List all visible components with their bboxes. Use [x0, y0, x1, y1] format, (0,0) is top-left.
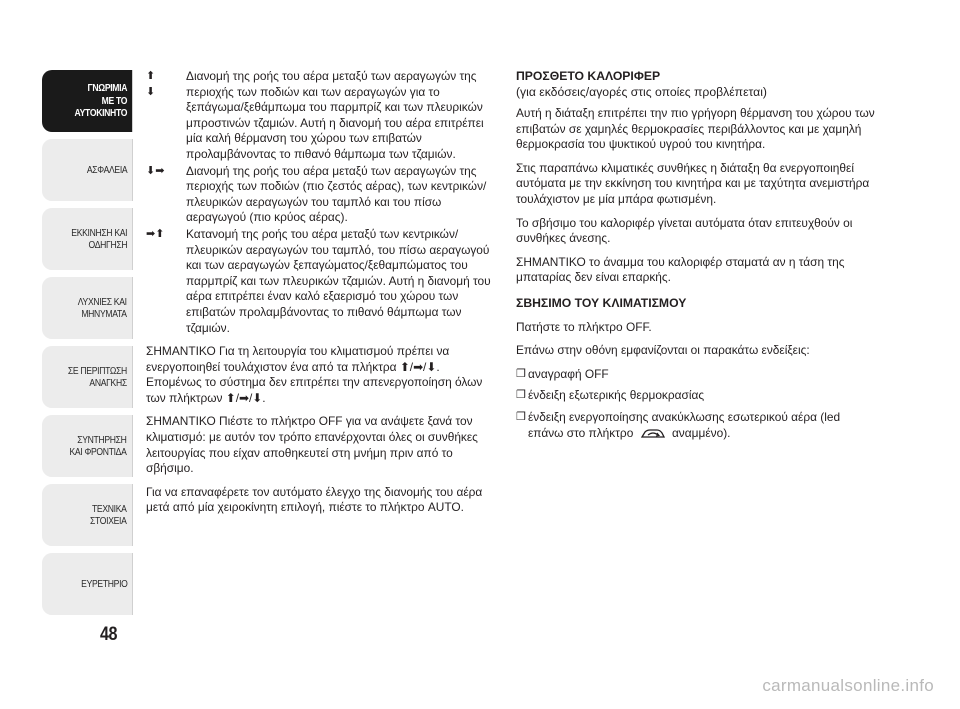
tab-maintenance[interactable] [42, 415, 133, 477]
airflow-item [146, 164, 496, 226]
tab-label: ΤΕΧΝΙΚΑ ΣΤΟΙΧΕΙΑ [90, 502, 127, 527]
checkbox-square-icon: ❒ [516, 410, 526, 423]
tab-index[interactable] [42, 553, 133, 615]
airflow-arrows-icon: ➡⬆ [146, 227, 165, 240]
airflow-item [146, 227, 496, 336]
tab-technical-data[interactable] [42, 484, 133, 546]
watermark: carmanualsonline.info [762, 676, 934, 695]
tab-label: ΣΥΝΤΗΡΗΣΗ ΚΑΙ ΦΡΟΝΤΙΔΑ [69, 433, 127, 458]
section-heading: ΣΒΗΣΙΜΟ ΤΟΥ ΚΛΙΜΑΤΙΣΜΟΥ [516, 295, 687, 310]
checkbox-square-icon: ❒ [516, 367, 526, 380]
tab-label: ΓΝΩΡΙΜΙΑ ΜΕ ΤΟ ΑΥΤΟΚΙΝΗΤΟ [74, 82, 127, 120]
tab-safety[interactable] [42, 139, 133, 201]
list-item-text: αναγραφή OFF [528, 366, 609, 381]
tab-label: ΕΚΚΙΝΗΣΗ ΚΑΙ ΟΔΗΓΗΣΗ [71, 226, 127, 251]
airflow-arrows-icon: ⬇➡ [146, 164, 165, 177]
paragraph: Επάνω στην οθόνη εμφανίζονται οι παρακάτω ενδείξεις: [516, 343, 810, 358]
paragraph: ΣΗΜΑΝΤΙΚΟ το άναμμα του καλοριφέρ σταματά αν η τάση της μπαταρίας δεν είναι επαρκής. [516, 254, 845, 285]
section-subheading: (για εκδόσεις/αγορές στις οποίες προβλέπεται) [516, 85, 767, 99]
list-item-text: ένδειξη εξωτερικής θερμοκρασίας [528, 388, 705, 403]
page-number: 48 [100, 624, 118, 645]
paragraph: Το σβήσιμο του καλοριφέρ γίνεται αυτόματα όταν επιτευχθούν οι συνθήκες άνεσης. [516, 215, 853, 246]
checkbox-square-icon: ❒ [516, 389, 526, 402]
left-column [146, 69, 496, 524]
paragraph: ΣΗΜΑΝΤΙΚΟ Για τη λειτουργία του κλιματισμού πρέπει να ενεργοποιηθεί τουλάχιστον ένα από τα πλήκτρα ⬆/➡/⬇. Επομένως το σύστημα δεν επιτρέπει την απενεργοποίηση όλων των πλήκτρων ⬆/➡/⬇. [146, 344, 483, 405]
list-item [516, 410, 876, 441]
tab-label: ΕΥΡΕΤΗΡΙΟ [80, 577, 127, 590]
tab-label: ΑΣΦΑΛΕΙΑ [86, 163, 127, 176]
paragraph: Αυτή η διάταξη επιτρέπει την πιο γρήγορη θέρμανση του χώρου των επιβατών σε χαμηλές θερμοκρασίες περιβάλλοντος και με χαμηλή θερμοκρασία του ψυκτικού υγρού του κινητήρα. [516, 106, 875, 152]
list-item [516, 367, 876, 383]
airflow-item [146, 69, 496, 163]
tab-getting-to-know-car[interactable] [42, 70, 133, 132]
list-item-text [528, 410, 876, 441]
tab-emergency[interactable] [42, 346, 133, 408]
airflow-description: Κατανομή της ροής του αέρα μεταξύ των κεντρικών/πλευρικών αεραγωγών του ταμπλό, του πίσω αεραγωγού και των αεραγωγών ξεπαγώματος/ξεθαμπώματος του παρμπρίζ και των πλευρικών τζαμιών. Αυτή η διανομή του αέρα επιτρέπει έναν καλό εξαερισμό του χώρου των επιβατών προλαμβάνοντας το πιθανό θάμπωμα των τζαμιών. [186, 226, 491, 335]
paragraph: Στις παραπάνω κλιματικές συνθήκες η διάταξη θα ενεργοποιηθεί αυτόματα με την εκκίνηση του κινητήρα και με ταχύτητα ανεμιστήρα τουλάχιστον με μία μπάρα φωτισμένη. [516, 160, 870, 206]
list-item [516, 388, 876, 404]
airflow-description: Διανομή της ροής του αέρα μεταξύ των αεραγωγών της περιοχής των ποδιών (πιο ζεστός αέρας), των κεντρικών/πλευρικών αεραγωγών του ταμπλό και του πίσω αεραγωγού (πιο κρύος αέρας). [186, 163, 487, 225]
list-item-text-part: ένδειξη ενεργοποίησης ανακύκλωσης εσωτερικού αέρα (led επάνω στο πλήκτρο [528, 409, 841, 440]
list-item-text-part: αναμμένο). [671, 425, 731, 440]
tab-starting-driving[interactable] [42, 208, 133, 270]
right-column [516, 69, 876, 447]
airflow-arrows-icon: ⬆ ⬇ [146, 70, 156, 98]
recirculation-car-icon [640, 427, 666, 439]
section-heading: ΠΡΟΣΘΕΤΟ ΚΑΛΟΡΙΦΕΡ [516, 69, 661, 83]
paragraph: ΣΗΜΑΝΤΙΚΟ Πιέστε το πλήκτρο OFF για να ανάψετε ξανά τον κλιματισμό: με αυτόν τον τρόπο επανέρχονται όλες οι συνθήκες λειτουργίας που είχαν αποθηκευτεί στη μνήμη πριν από το σβήσιμο. [146, 414, 478, 476]
airflow-description: Διανομή της ροής του αέρα μεταξύ των αεραγωγών της περιοχής των ποδιών και των αεραγωγών για το ξεπάγωμα/ξεθάμπωμα του παρμπρίζ και των πλευρικών μπροστινών τζαμιών. Αυτή η διανομή του αέρα επιτρέπει μία καλή θέρμανση του χώρου των επιβατών προλαμβάνοντας το πιθανό θάμπωμα των τζαμιών. [186, 69, 484, 161]
tab-label: ΛΥΧΝΙΕΣ ΚΑΙ ΜΗΝΥΜΑΤΑ [78, 295, 127, 320]
tab-lights-messages[interactable] [42, 277, 133, 339]
paragraph: Πατήστε το πλήκτρο OFF. [516, 319, 652, 334]
tab-label: ΣΕ ΠΕΡΙΠΤΩΣΗ ΑΝΑΓΚΗΣ [68, 364, 127, 389]
paragraph: Για να επαναφέρετε τον αυτόματο έλεγχο της διανομής του αέρα μετά από μία χειροκίνητη επιλογή, πιέστε το πλήκτρο AUTO. [146, 484, 483, 515]
